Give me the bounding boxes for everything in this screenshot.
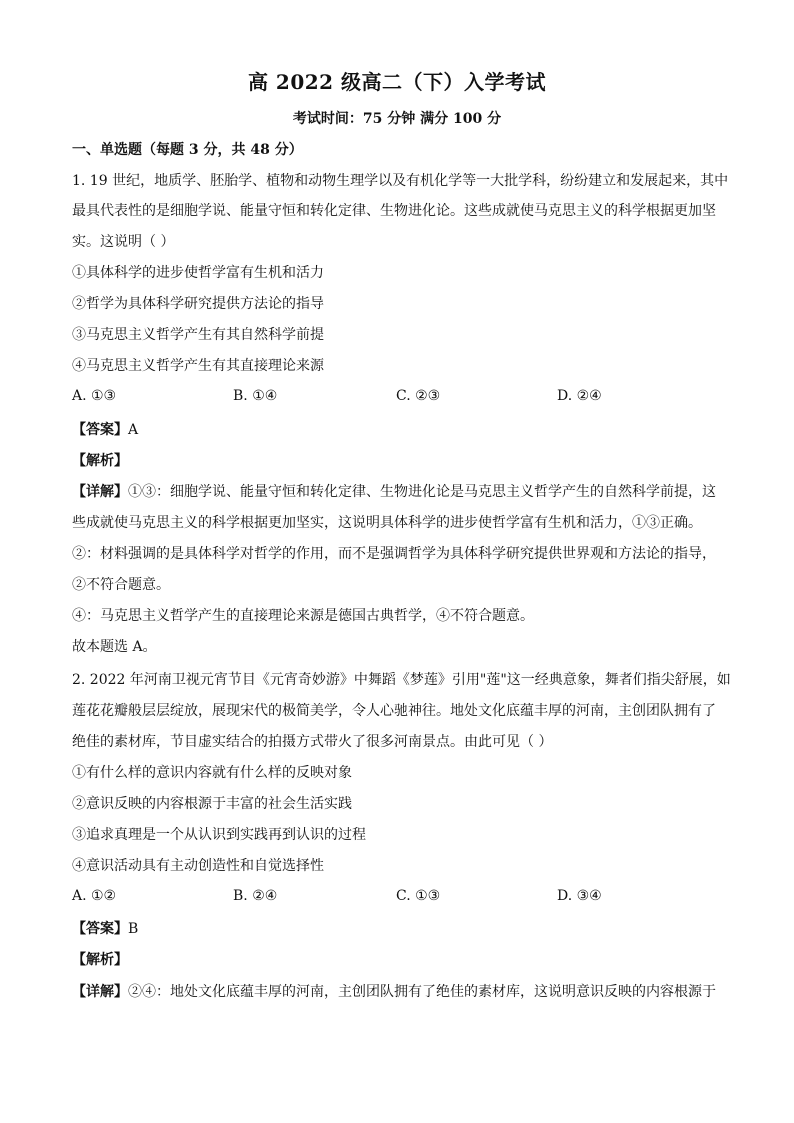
q2-statement: ①有什么样的意识内容就有什么样的反映对象 <box>72 765 352 781</box>
q1-answer <box>72 420 724 440</box>
analysis-tag: 【解析】 <box>72 952 128 968</box>
q2-statement: ③追求真理是一个从认识到实践再到认识的过程 <box>72 827 366 843</box>
q2-detail-line <box>72 982 724 1002</box>
q2-answer <box>72 919 724 939</box>
q1-detail-line: ②不符合题意。 <box>72 577 170 593</box>
q1-stem-line: 最具代表性的是细胞学说、能量守恒和转化定律、生物进化论。这些成就使马克思主义的科学根据更加坚 <box>72 203 716 219</box>
q1-statement: ③马克思主义哲学产生有其自然科学前提 <box>72 327 324 343</box>
q1-option-a: A. ①③ <box>72 388 117 404</box>
q2-stem-line: 2. 2022 年河南卫视元宵节目《元宵奇妙游》中舞蹈《梦莲》引用"莲"这一经典意象，舞者们指尖舒展，如 <box>72 672 731 688</box>
q1-stem-line: 1. 19 世纪，地质学、胚胎学、植物和动物生理学以及有机化学等一大批学科，纷纷建立和发展起来，其中 <box>72 173 729 189</box>
q1-statement: ④马克思主义哲学产生有其直接理论来源 <box>72 358 324 374</box>
q2-statement: ④意识活动具有主动创造性和自觉选择性 <box>72 858 324 874</box>
q1-statement: ②哲学为具体科学研究提供方法论的指导 <box>72 296 324 312</box>
detail-tag: 【详解】 <box>72 484 128 500</box>
q1-option-c: C. ②③ <box>396 388 441 404</box>
q2-analysis-tag <box>72 950 724 970</box>
detail-text: ①③：细胞学说、能量守恒和转化定律、生物进化论是马克思主义哲学产生的自然科学前提，这 <box>128 484 716 500</box>
q2-stem-line: 绝佳的素材库，节目虚实结合的拍摄方式带火了很多河南景点。由此可见（ ） <box>72 734 553 750</box>
q2-option-b: B. ②④ <box>233 888 278 904</box>
answer-tag: 【答案】 <box>72 422 128 438</box>
q1-option-b: B. ①④ <box>233 388 278 404</box>
q1-detail-line: ②：材料强调的是具体科学对哲学的作用，而不是强调哲学为具体科学研究提供世界观和方法论的指导， <box>72 546 716 562</box>
q1-detail-line: 些成就使马克思主义的科学根据更加坚实，这说明具体科学的进步使哲学富有生机和活力，①③正确。 <box>72 515 702 531</box>
q2-stem-line: 莲花花瓣般层层绽放，展现宋代的极简美学，令人心驰神往。地处文化底蕴丰厚的河南，主创团队拥有了 <box>72 703 716 719</box>
page-title: 高 2022 级高二（下）入学考试 <box>247 70 547 94</box>
answer-tag: 【答案】 <box>72 921 128 937</box>
q1-option-d: D. ②④ <box>557 388 602 404</box>
q1-options <box>72 388 724 408</box>
detail-text: ②④：地处文化底蕴丰厚的河南，主创团队拥有了绝佳的素材库，这说明意识反映的内容根源于 <box>128 984 716 1000</box>
q1-detail-line: ④：马克思主义哲学产生的直接理论来源是德国古典哲学，④不符合题意。 <box>72 608 534 624</box>
q2-option-d: D. ③④ <box>557 888 602 904</box>
q2-option-c: C. ①③ <box>396 888 441 904</box>
section-heading: 一、单选题（每题 3 分，共 48 分） <box>72 142 303 158</box>
detail-tag: 【详解】 <box>72 984 128 1000</box>
q1-detail-line <box>72 482 724 502</box>
q2-options <box>72 888 724 908</box>
q1-statement: ①具体科学的进步使哲学富有生机和活力 <box>72 265 324 281</box>
answer-value: B <box>128 921 139 937</box>
answer-value: A <box>128 422 139 438</box>
q2-statement: ②意识反映的内容根源于丰富的社会生活实践 <box>72 796 352 812</box>
exam-info: 考试时间：75 分钟 满分 100 分 <box>292 111 502 127</box>
analysis-tag: 【解析】 <box>72 453 128 469</box>
q1-analysis-tag <box>72 451 724 471</box>
q2-option-a: A. ①② <box>72 888 117 904</box>
q1-detail-line: 故本题选 A。 <box>72 639 157 655</box>
q1-stem-line: 实。这说明（ ） <box>72 234 175 250</box>
